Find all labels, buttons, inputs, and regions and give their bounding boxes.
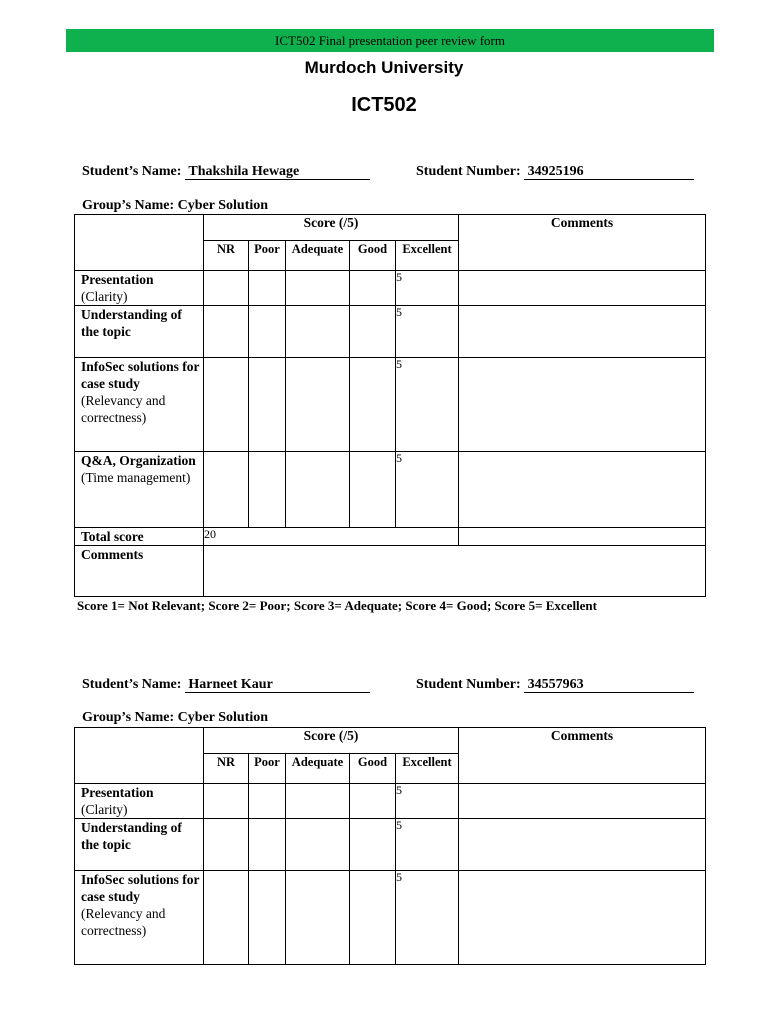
total-score-label: Total score [75,528,204,546]
excellent-score: 5 [396,819,459,871]
comment-cell[interactable] [459,784,706,819]
score-header: Score (/5) [204,728,459,754]
score-legend: Score 1= Not Relevant; Score 2= Poor; Score 3= Adequate; Score 4= Good; Score 5= Excellent [77,598,597,613]
comment-cell[interactable] [459,871,706,965]
excellent-score: 5 [396,358,459,452]
comment-cell[interactable] [459,452,706,528]
criteria-header-cell [75,215,204,271]
total-score-value: 20 [204,528,459,546]
col-poor: Poor [249,754,286,784]
student-number-value: 34557963 [524,677,694,693]
group-name-value: Cyber Solution [177,710,269,725]
col-excellent: Excellent [396,241,459,271]
table-row [75,784,706,819]
student-name-row-2 [82,677,370,693]
overall-comment-cell[interactable] [204,546,706,597]
comments-header: Comments [459,215,706,271]
excellent-score: 5 [396,871,459,965]
group-name-value: Cyber Solution [177,198,269,213]
table-row [75,871,706,965]
student-number-row-2 [416,677,694,693]
comments-row [75,546,706,597]
excellent-score: 5 [396,784,459,819]
form-title-banner: ICT502 Final presentation peer review form [66,29,714,52]
comment-cell[interactable] [459,819,706,871]
criteria-header-cell [75,728,204,784]
col-adequate: Adequate [286,754,350,784]
group-name-row-2 [82,710,268,726]
table-row [75,819,706,871]
student-name-value: Harneet Kaur [185,677,370,693]
criterion-presentation: Presentation (Clarity) [75,784,204,819]
comments-row-label: Comments [75,546,204,597]
student-name-row-1 [82,164,370,180]
group-name-label: Group’s Name: [82,710,178,725]
student-number-label: Student Number: [416,164,525,179]
table-row [75,271,706,306]
criterion-presentation: Presentation (Clarity) [75,271,204,306]
student-number-label: Student Number: [416,677,525,692]
col-nr: NR [204,241,249,271]
comment-cell[interactable] [459,271,706,306]
excellent-score: 5 [396,306,459,358]
col-poor: Poor [249,241,286,271]
col-excellent: Excellent [396,754,459,784]
table-row [75,358,706,452]
university-name: Murdoch University [304,58,464,77]
col-adequate: Adequate [286,241,350,271]
group-name-row-1 [82,198,268,214]
review-table-1 [74,214,706,597]
student-number-row-1 [416,164,694,180]
group-name-label: Group’s Name: [82,198,178,213]
criterion-infosec: InfoSec solutions for case study (Relevancy and correctness) [75,358,204,452]
comment-cell[interactable] [459,306,706,358]
col-nr: NR [204,754,249,784]
student-name-value: Thakshila Hewage [185,164,370,180]
comments-header: Comments [459,728,706,784]
criterion-qa: Q&A, Organization (Time management) [75,452,204,528]
student-name-label: Student’s Name: [82,164,185,179]
score-header: Score (/5) [204,215,459,241]
total-row [75,528,706,546]
student-name-label: Student’s Name: [82,677,185,692]
excellent-score: 5 [396,452,459,528]
criterion-understanding: Understanding of the topic [75,306,204,358]
criterion-infosec: InfoSec solutions for case study (Relevancy and correctness) [75,871,204,965]
table-row [75,452,706,528]
col-good: Good [350,241,396,271]
table-row [75,306,706,358]
comment-cell[interactable] [459,358,706,452]
excellent-score: 5 [396,271,459,306]
criterion-understanding: Understanding of the topic [75,819,204,871]
col-good: Good [350,754,396,784]
course-code: ICT502 [351,94,417,116]
student-number-value: 34925196 [524,164,694,180]
review-table-2 [74,727,706,965]
